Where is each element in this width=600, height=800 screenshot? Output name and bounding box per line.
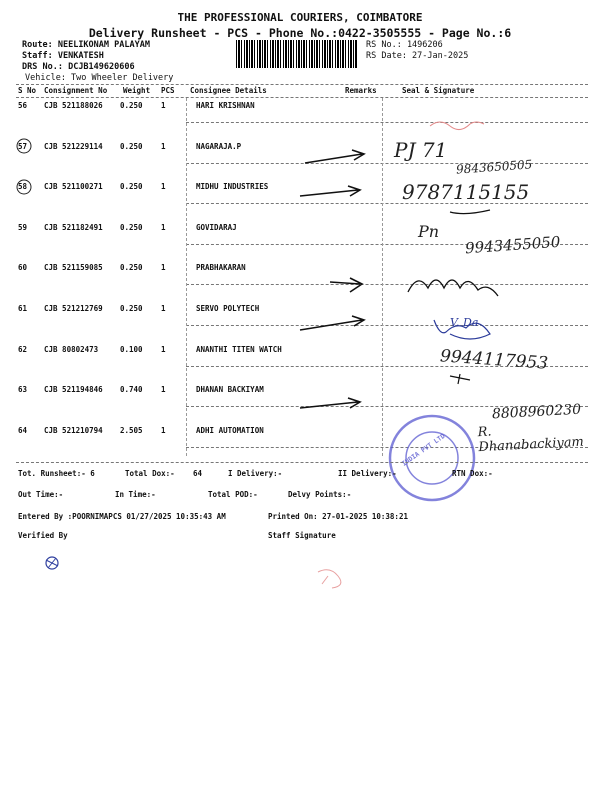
drs-label: DRS No.: [22, 62, 63, 72]
handwriting-57a: PJ 71 [394, 138, 448, 162]
col-weight: Weight [123, 86, 151, 95]
company-stamp [390, 416, 474, 500]
i-delivery: I Delivery:- [228, 469, 283, 478]
handwriting-62: 9944117953 [439, 346, 549, 374]
cell-sno: 61 [18, 304, 28, 313]
cell-sno: 60 [18, 263, 28, 272]
cell-weight: 0.250 [120, 263, 143, 272]
total-dox-value: 64 [193, 469, 203, 478]
cell-sno: 59 [18, 223, 28, 232]
cell-cons: CJB 521159085 [44, 263, 103, 272]
totals-top-rule [16, 462, 588, 463]
cell-weight: 0.250 [120, 223, 143, 232]
faint-signature-56 [430, 122, 484, 130]
cell-weight: 0.250 [120, 101, 143, 110]
cell-sno: 64 [18, 426, 28, 435]
handwriting-58: 9787115155 [402, 180, 530, 204]
cell-name: ANANTHI TITEN WATCH [196, 345, 282, 354]
company-title: THE PROFESSIONAL COURIERS, COIMBATORE [177, 11, 423, 24]
cell-weight: 0.250 [120, 142, 143, 151]
cell-sno: 63 [18, 385, 28, 394]
cell-cons: CJB 521229114 [44, 142, 103, 151]
cell-sno: 62 [18, 345, 28, 354]
route-label: Route: [22, 40, 53, 50]
handwriting-63: 8808960230 [491, 401, 582, 423]
col-consignee: Consignee Details [190, 86, 267, 95]
out-time: Out Time:- [18, 490, 64, 499]
staff-label: Staff: [22, 51, 53, 61]
mark-62 [450, 374, 470, 384]
printed-on: Printed On: 27-01-2025 10:38:21 [268, 512, 408, 521]
verified-logo [46, 557, 58, 569]
staff-value: VENKATESH [57, 51, 104, 61]
stamp-text: INDIA PVT LTD [400, 432, 447, 468]
faint-staff-mark [318, 570, 341, 588]
cell-pcs: 1 [161, 345, 166, 354]
rs-number: RS No.: 1496206 [366, 40, 443, 50]
col-remarks: Remarks [345, 86, 377, 95]
circle-mark-58 [17, 180, 31, 194]
col-pcs: PCS [161, 86, 175, 95]
cell-sno: 58 [18, 182, 28, 191]
cell-pcs: 1 [161, 142, 166, 151]
delivery-points: Delvy Points:- [288, 490, 352, 499]
cell-name: PRABHAKARAN [196, 263, 246, 272]
total-runsheet: Tot. Runsheet:- 6 [18, 469, 95, 478]
col-consignment: Consignment No [44, 86, 108, 95]
cell-weight: 0.250 [120, 182, 143, 191]
cell-name: NAGARAJA.P [196, 142, 242, 151]
cell-pcs: 1 [161, 182, 166, 191]
cell-name: HARI KRISHNAN [196, 101, 255, 110]
arrow-58 [300, 186, 360, 196]
cell-cons: CJB 521188026 [44, 101, 103, 110]
cell-name: DHANAN BACKIYAM [196, 385, 264, 394]
vehicle-line: Vehicle: Two Wheeler Delivery [25, 73, 174, 83]
cell-name: ADHI AUTOMATION [196, 426, 264, 435]
arrow-61 [300, 316, 364, 330]
runsheet-subtitle: Delivery Runsheet - PCS - Phone No.:0422-3505555 - Page No.:6 [88, 26, 512, 40]
cell-pcs: 1 [161, 101, 166, 110]
cell-weight: 0.740 [120, 385, 143, 394]
cell-name: GOVIDARAJ [196, 223, 237, 232]
handwriting-59b: 9943455050 [464, 232, 561, 258]
ii-delivery: II Delivery:- [338, 469, 397, 478]
handwriting-61: V. Da [450, 316, 479, 329]
cell-sno: 57 [18, 142, 28, 151]
cell-pcs: 1 [161, 223, 166, 232]
cell-sno: 56 [18, 101, 28, 110]
cell-pcs: 1 [161, 304, 166, 313]
cell-cons: CJB 521194846 [44, 385, 103, 394]
cell-weight: 0.100 [120, 345, 143, 354]
arrow-60 [330, 278, 362, 292]
cell-pcs: 1 [161, 426, 166, 435]
in-time: In Time:- [115, 490, 156, 499]
drs-value: DCJB149620606 [68, 62, 135, 72]
circle-mark-57 [17, 139, 31, 153]
total-dox-label: Total Dox:- [125, 469, 175, 478]
cell-cons: CJB 80802473 [44, 345, 99, 354]
entered-by: Entered By :POORNIMAPCS 01/27/2025 10:35:43 AM [18, 512, 226, 521]
handwriting-64: R. Dhanabackiyam [477, 424, 585, 456]
col-sno: S No [18, 86, 37, 95]
cell-name: MIDHU INDUSTRIES [196, 182, 269, 191]
cell-cons: CJB 521182491 [44, 223, 103, 232]
verified-by: Verified By [18, 531, 68, 540]
cell-cons: CJB 521212769 [44, 304, 103, 313]
cell-weight: 2.505 [120, 426, 143, 435]
rs-date: RS Date: 27-Jan-2025 [366, 51, 469, 61]
cell-name: SERVO POLYTECH [196, 304, 260, 313]
col-signature: Seal & Signature [402, 86, 475, 95]
staff-signature-label: Staff Signature [268, 531, 336, 540]
rtn-dox: RTN Dox:- [452, 469, 493, 478]
route-value: NEELIKONAM PALAYAM [57, 40, 150, 50]
arrow-63 [300, 398, 360, 408]
cell-cons: CJB 521210794 [44, 426, 103, 435]
handwriting-57b: 9843650505 [455, 157, 533, 177]
arrow-57 [305, 150, 364, 163]
underline-58 [450, 210, 490, 214]
cell-cons: CJB 521100271 [44, 182, 103, 191]
handwriting-59a: Pn [418, 222, 440, 241]
total-pod: Total POD:- [208, 490, 258, 499]
cell-pcs: 1 [161, 385, 166, 394]
cell-pcs: 1 [161, 263, 166, 272]
cell-weight: 0.250 [120, 304, 143, 313]
